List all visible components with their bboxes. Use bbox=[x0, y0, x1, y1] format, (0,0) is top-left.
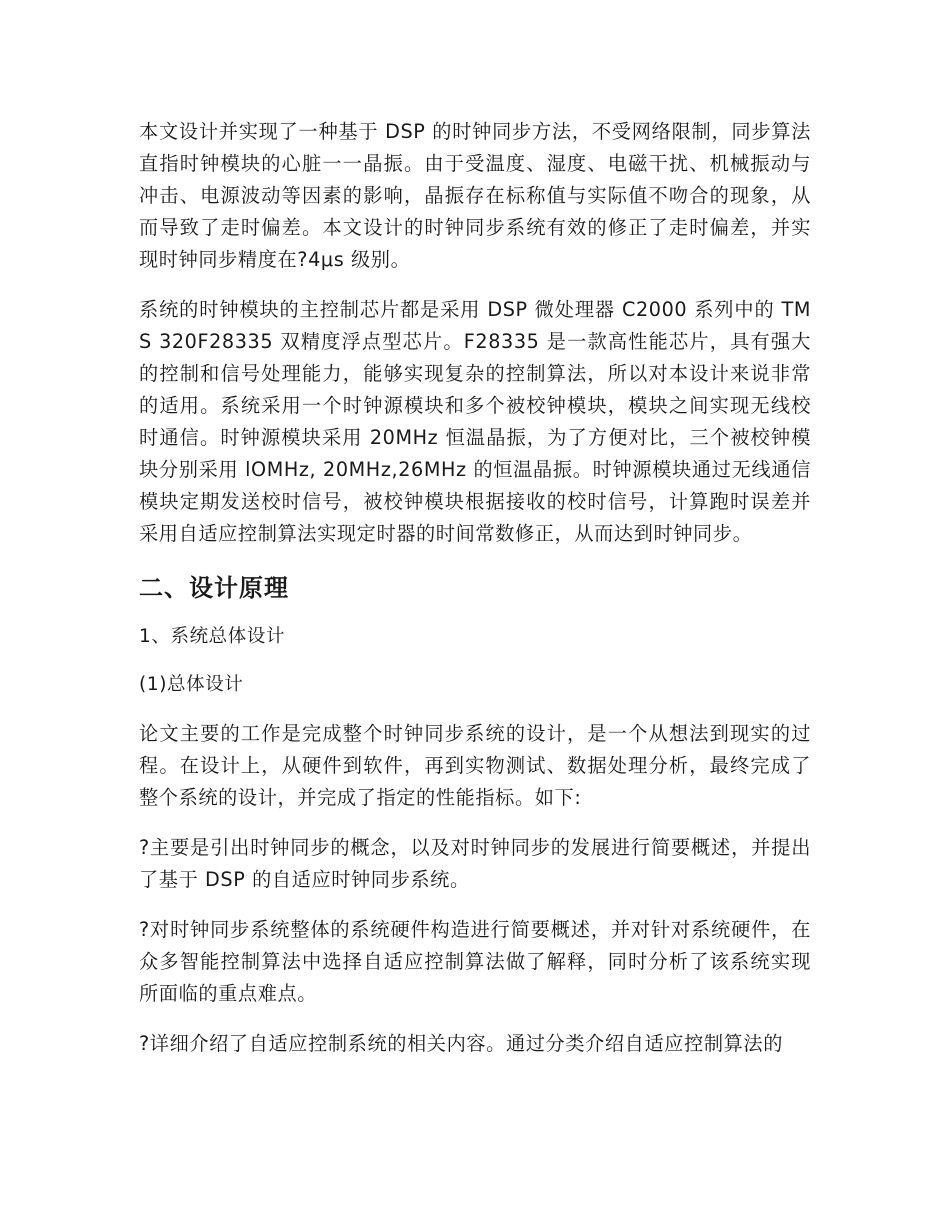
subsection-heading: 1、系统总体设计 bbox=[139, 626, 286, 647]
section-heading: 二、设计原理 bbox=[139, 574, 289, 602]
list-item-paragraph: ?主要是引出时钟同步的概念，以及对时钟同步的发展进行简要概述，并提出了基于 DSP 的自适应时钟同步系统。 bbox=[139, 836, 811, 891]
intro-paragraph: 本文设计并实现了一种基于 DSP 的时钟同步方法，不受网络限制，同步算法直指时钟模块的心脏一一晶振。由于受温度、湿度、电磁干扰、机械振动与冲击、电源波动等因素的影响，晶振存在标称值与实际值不吻合的现象，从而导致了走时偏差。本文设计的时钟同步系统有效的修正了走时偏差，并实现时钟同步精度在?4μs 级别。 bbox=[139, 120, 811, 271]
list-item-paragraph: ?详细介绍了自适应控制系统的相关内容。通过分类介绍自适应控制算法的 bbox=[139, 1032, 783, 1055]
overview-paragraph: 论文主要的工作是完成整个时钟同步系统的设计，是一个从想法到现实的过程。在设计上，从硬件到软件，再到实物测试、数据处理分析，最终完成了整个系统的设计，并完成了指定的性能指标。如下: bbox=[139, 722, 811, 809]
system-description-paragraph: 系统的时钟模块的主控制芯片都是采用 DSP 微处理器 C2000 系列中的 TMS 320F28335 双精度浮点型芯片。F28335 是一款高性能芯片，具有强大的控制和信号处理能力，能够实现复杂的控制算法，所以对本设计来说非常的适用。系统采用一个时钟源模块和多个被校钟模块，模块之间实现无线校时通信。时钟源模块采用 20MHz 恒温晶振，为了方便对比，三个被校钟模块分别采用 lOMHz, 20MHz,26MHz 的恒温晶振。时钟源模块通过无线通信模块定期发送校时信号，被校钟模块根据接收的校时信号，计算跑时误差并采用自适应控制算法实现定时器的时间常数修正，从而达到时钟同步。 bbox=[139, 298, 811, 545]
subsubsection-heading: (1)总体设计 bbox=[139, 674, 244, 695]
document-page bbox=[139, 116, 811, 1078]
list-item-paragraph: ?对时钟同步系统整体的系统硬件构造进行简要概述，并对针对系统硬件，在众多智能控制算法中选择自适应控制算法做了解释，同时分析了该系统实现所面临的重点难点。 bbox=[139, 918, 811, 1005]
